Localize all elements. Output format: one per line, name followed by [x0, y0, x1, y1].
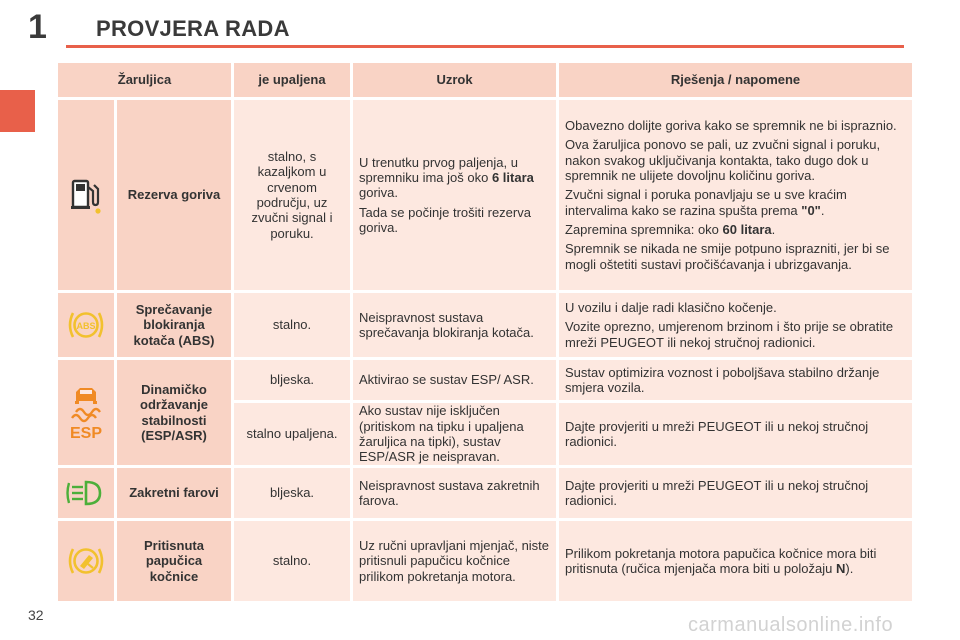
solution-headlamps: Dajte provjeriti u mreži PEUGEOT ili u nekoj stručnoj radionici.	[559, 468, 912, 518]
esp-skid-icon	[58, 360, 114, 465]
abs-icon	[58, 293, 114, 357]
cause-esp-flashing: Aktivirao se sustav ESP/ ASR.	[353, 360, 556, 400]
lamp-state-fuel: stalno, s kazaljkom u crvenom području, uz zvučni signal i poruku.	[234, 100, 350, 290]
cause-abs: Neispravnost sustava sprečavanja blokiranja kotača.	[353, 293, 556, 357]
lamp-name-headlamps: Zakretni farovi	[117, 468, 231, 518]
chapter-tab-marker	[0, 90, 35, 132]
solution-esp-steady: Dajte provjeriti u mreži PEUGEOT ili u nekoj stručnoj radionici.	[559, 403, 912, 465]
solution-fuel: Obavezno dolijte goriva kako se spremnik ne bi ispraznio. Ova žaruljica ponovo se pali, uz zvučni signal i poruku, nakon svakog uključivanja kontakta, tako dugo dok u spremnik ne ulijete dovoljnu količinu goriva. Zvučni signal i poruka ponavljaju se u sve kraćim intervalima kako se razina spušta prema "0". Zapremina spremnika: oko 60 litara. Spremnik se nikada ne smije potpuno isprazniti, jer bi se mogli oštetiti sustavi pročišćavanja i ubrizgavanja.	[559, 100, 912, 290]
svg-text:ESP: ESP	[69, 424, 103, 440]
lamp-state-esp-flashing: bljeska.	[234, 360, 350, 400]
fuel-pump-icon	[58, 100, 114, 290]
column-header-lamp: Žaruljica	[58, 63, 231, 97]
lamp-name-fuel: Rezerva goriva	[117, 100, 231, 290]
solution-abs: U vozilu i dalje radi klasično kočenje. Vozite oprezno, umjerenom brzinom i što prije se obratite mreži PEUGEOT ili nekoj stručnoj radionici.	[559, 293, 912, 357]
solution-esp-flashing: Sustav optimizira voznost i poboljšava stabilno držanje smjera vozila.	[559, 360, 912, 400]
lamp-state-brake: stalno.	[234, 521, 350, 601]
lamp-name-esp: Dinamičko održavanje stabilnosti (ESP/ASR)	[117, 360, 231, 465]
svg-text:ABS: ABS	[76, 321, 96, 331]
lamp-name-brake: Pritisnuta papučica kočnice	[117, 521, 231, 601]
page-title: PROVJERA RADA	[96, 16, 290, 41]
column-header-cause: Uzrok	[353, 63, 556, 97]
column-header-solution: Rješenja / napomene	[559, 63, 912, 97]
directional-headlamp-icon	[58, 468, 114, 518]
lamp-state-esp-steady: stalno upaljena.	[234, 403, 350, 465]
cause-brake: Uz ručni upravljani mjenjač, niste pritisnuli papučicu kočnice prilikom pokretanja motora.	[353, 521, 556, 601]
cause-esp-steady: Ako sustav nije isključen (pritiskom na tipku i upaljena žaruljica na tipki), sustav ESP/ASR je neispravan.	[353, 403, 556, 465]
warning-lamps-table	[58, 63, 904, 601]
brake-pedal-icon	[58, 521, 114, 601]
cause-headlamps: Neispravnost sustava zakretnih farova.	[353, 468, 556, 518]
lamp-state-abs: stalno.	[234, 293, 350, 357]
lamp-state-headlamps: bljeska.	[234, 468, 350, 518]
chapter-number: 1	[28, 8, 47, 46]
column-header-lit: je upaljena	[234, 63, 350, 97]
cause-fuel: U trenutku prvog paljenja, u spremniku ima još oko 6 litara goriva. Tada se počinje trošiti rezerva goriva.	[353, 100, 556, 290]
watermark: carmanualsonline.info	[688, 614, 894, 636]
lamp-name-abs: Sprečavanje blokiranja kotača (ABS)	[117, 293, 231, 357]
solution-brake: Prilikom pokretanja motora papučica kočnice mora biti pritisnuta (ručica mjenjača mora biti u položaju N).	[559, 521, 912, 601]
header-divider	[66, 45, 904, 48]
page-number: 32	[28, 607, 44, 623]
